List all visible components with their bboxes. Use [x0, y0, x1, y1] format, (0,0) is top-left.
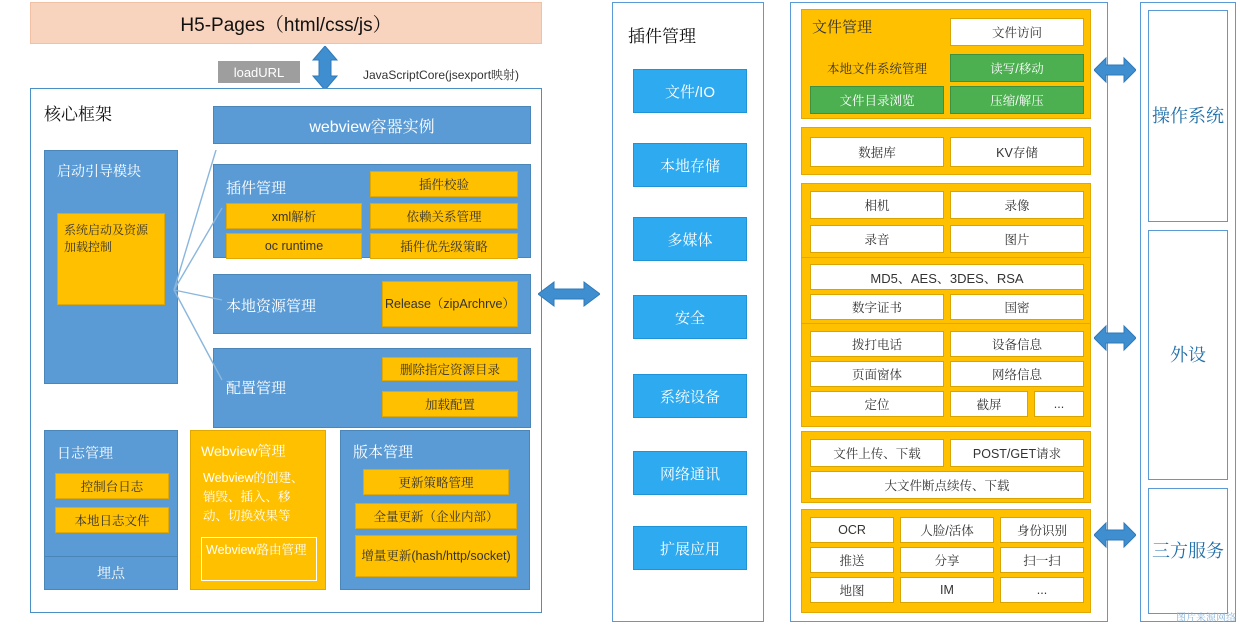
- boot-connector-lines: [170, 150, 230, 430]
- cell-file-dir-browse: 文件目录浏览: [810, 86, 944, 114]
- cell-digital-certificate: 数字证书: [810, 294, 944, 320]
- double-arrow-horizontal-icon: [538, 278, 600, 310]
- webview-management-title: Webview管理: [201, 443, 286, 459]
- cell-audio-record: 录音: [810, 225, 944, 253]
- webview-container-label: webview容器实例: [309, 118, 435, 136]
- log-management-title: 日志管理: [57, 445, 113, 461]
- chip-local-log-file: 本地日志文件: [55, 507, 169, 533]
- config-management-title: 配置管理: [226, 380, 287, 397]
- cap-group-file-management: [801, 9, 1091, 119]
- loadurl-label: [218, 61, 300, 83]
- cell-network-info: 网络信息: [950, 361, 1084, 387]
- right-item-operating-system: 操作系统: [1148, 10, 1228, 222]
- cell-scan-qr: 扫一扫: [1000, 547, 1084, 573]
- cell-share: 分享: [900, 547, 994, 573]
- cell-large-file-resume: 大文件断点续传、下载: [810, 471, 1084, 499]
- capability-column-panel: [790, 2, 1108, 622]
- cap-group-file-management-title: 文件管理: [812, 19, 873, 36]
- chip-incremental-update: 增量更新(hash/http/socket): [355, 535, 517, 577]
- embed-point-label: 埋点: [97, 565, 125, 581]
- cell-read-write-move: 读写/移动: [950, 54, 1084, 82]
- cap-group-security: [801, 257, 1091, 325]
- cap-group-network: [801, 431, 1091, 503]
- jsexport-label: [363, 66, 519, 83]
- double-arrow-horizontal-icon-third-party: [1094, 520, 1136, 550]
- right-item-third-party-service: 三方服务: [1148, 488, 1228, 614]
- cell-device-more: ...: [1034, 391, 1084, 417]
- plugin-item-security[interactable]: 安全: [633, 295, 747, 339]
- plugin-item-local-storage[interactable]: 本地存储: [633, 143, 747, 187]
- plugin-column-title: 插件管理: [628, 27, 696, 46]
- version-management-panel: [340, 430, 530, 590]
- cap-group-device: [801, 323, 1091, 427]
- cell-location: 定位: [810, 391, 944, 417]
- plugin-item-system-device[interactable]: 系统设备: [633, 374, 747, 418]
- chip-plugin-verify: 插件校验: [370, 171, 518, 197]
- cell-third-party-more: ...: [1000, 577, 1084, 603]
- cap-group-multimedia: [801, 183, 1091, 261]
- cell-push: 推送: [810, 547, 894, 573]
- cell-page-window: 页面窗体: [810, 361, 944, 387]
- cell-camera: 相机: [810, 191, 944, 219]
- cell-screenshot: 截屏: [950, 391, 1028, 417]
- plugin-item-network[interactable]: 网络通讯: [633, 451, 747, 495]
- cap-group-third-party: [801, 509, 1091, 613]
- cell-map: 地图: [810, 577, 894, 603]
- cell-identity-recognition: 身份识别: [1000, 517, 1084, 543]
- core-framework-title: 核心框架: [44, 105, 112, 124]
- version-management-title: 版本管理: [353, 444, 414, 461]
- webview-router-text: Webview路由管理: [201, 537, 317, 581]
- config-management-panel: [213, 348, 531, 428]
- embed-point-box: [44, 556, 178, 590]
- chip-xml-parse: xml解析: [226, 203, 362, 229]
- chip-plugin-priority-policy: 插件优先级策略: [370, 233, 518, 259]
- double-arrow-horizontal-icon-os: [1094, 55, 1136, 85]
- plugin-item-extension-app[interactable]: 扩展应用: [633, 526, 747, 570]
- jsexport-text: JavaScriptCore(jsexport映射): [363, 68, 520, 82]
- cell-image: 图片: [950, 225, 1084, 253]
- chip-update-policy: 更新策略管理: [363, 469, 509, 495]
- core-plugin-management-title: 插件管理: [226, 180, 287, 197]
- chip-console-log: 控制台日志: [55, 473, 169, 499]
- cell-device-info: 设备信息: [950, 331, 1084, 357]
- chip-delete-resource-dir: 删除指定资源目录: [382, 357, 518, 381]
- cell-im: IM: [900, 577, 994, 603]
- chip-oc-runtime: oc runtime: [226, 233, 362, 259]
- webview-management-panel: [190, 430, 326, 590]
- cell-face-liveness: 人脸/活体: [900, 517, 994, 543]
- cell-post-get-request: POST/GET请求: [950, 439, 1084, 467]
- chip-full-update: 全量更新（企业内部）: [355, 503, 517, 529]
- cell-file-upload-download: 文件上传、下载: [810, 439, 944, 467]
- log-management-panel: [44, 430, 178, 558]
- right-item-peripheral: 外设: [1148, 230, 1228, 480]
- chip-dependency-management: 依赖关系管理: [370, 203, 518, 229]
- local-resource-management-title: 本地资源管理: [226, 298, 317, 315]
- cell-database: 数据库: [810, 137, 944, 167]
- boot-module-detail: 系统启动及资源加载控制: [57, 213, 165, 305]
- cap-group-storage: [801, 127, 1091, 175]
- cell-local-fs-management: 本地文件系统管理: [810, 54, 944, 82]
- cell-sm-crypto: 国密: [950, 294, 1084, 320]
- watermark: 图片来源网络: [1176, 613, 1236, 624]
- plugin-item-multimedia[interactable]: 多媒体: [633, 217, 747, 261]
- loadurl-text: loadURL: [233, 64, 285, 80]
- cell-ocr: OCR: [810, 517, 894, 543]
- h5-pages-title: H5-Pages（html/css/js）: [180, 14, 392, 36]
- local-resource-management-panel: [213, 274, 531, 334]
- core-plugin-management-panel: [213, 164, 531, 258]
- webview-lifecycle-text: Webview的创建、销毁、插入、移动、切换效果等: [201, 467, 317, 533]
- chip-load-config: 加载配置: [382, 391, 518, 417]
- cell-crypto-algorithms: MD5、AES、3DES、RSA: [810, 264, 1084, 290]
- plugin-item-file-io[interactable]: 文件/IO: [633, 69, 747, 113]
- plugin-column-panel: [612, 2, 764, 622]
- cell-video-record: 录像: [950, 191, 1084, 219]
- cell-kv-storage: KV存储: [950, 137, 1084, 167]
- double-arrow-horizontal-icon-peripheral: [1094, 323, 1136, 353]
- cell-file-access: 文件访问: [950, 18, 1084, 46]
- double-arrow-vertical-icon: [310, 46, 340, 90]
- h5-pages-header: [30, 2, 542, 44]
- boot-module-title: 启动引导模块: [57, 163, 141, 179]
- boot-module-panel: [44, 150, 178, 384]
- cell-phone-call: 拨打电话: [810, 331, 944, 357]
- chip-release-ziparchive: Release（zipArchrve）: [382, 281, 518, 327]
- webview-container-instance: [213, 106, 531, 144]
- cell-compress-decompress: 压缩/解压: [950, 86, 1084, 114]
